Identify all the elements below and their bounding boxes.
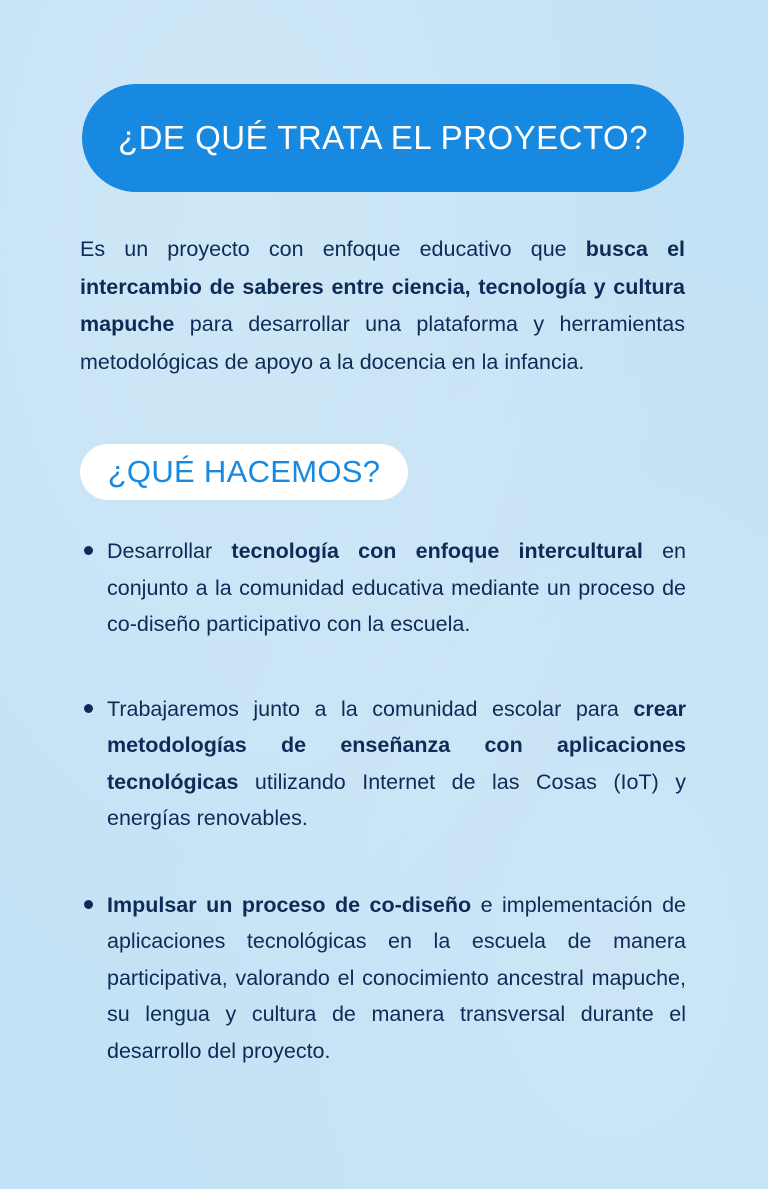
intro-text-end: para desarrollar una plataforma y herramientas metodológicas de apoyo a la docencia en la infancia. — [80, 312, 685, 374]
bullet-text-start: Trabajaremos junto a la comunidad escolar para — [107, 696, 634, 721]
bullet-text-bold: tecnología con enfoque intercultural — [231, 539, 643, 563]
intro-paragraph — [80, 231, 685, 381]
list-item — [80, 887, 686, 1070]
bullet-text-end: e implementación de aplicaciones tecnológicas en la escuela de manera participativa, valorando el conocimiento ancestral mapuche, su lengua y cultura de manera transversal durante el desarrollo del proyecto. — [107, 892, 686, 1063]
bullet-text-end: en conjunto a la comunidad educativa mediante un proceso de co-diseño participativo con la escuela. — [107, 539, 686, 636]
bullet-icon — [84, 900, 93, 909]
activities-list — [80, 533, 686, 1113]
bullet-icon — [84, 704, 93, 713]
bullet-text-bold: crear metodologías de enseñanza con aplicaciones tecnológicas — [107, 696, 686, 794]
bullet-text-start: Desarrollar — [107, 539, 232, 563]
page-title: ¿DE QUÉ TRATA EL PROYECTO? — [117, 119, 649, 156]
bullet-text-bold: Impulsar un proceso de co-diseño — [107, 892, 472, 917]
bullet-text-end: utilizando Internet de las Cosas (IoT) y energías renovables. — [107, 769, 686, 830]
list-item — [80, 533, 686, 643]
bullet-icon — [84, 546, 93, 555]
section-banner — [80, 444, 408, 500]
intro-text-start: Es un proyecto con enfoque educativo que — [80, 237, 586, 261]
intro-text-bold: busca el intercambio de saberes entre ciencia, tecnología y cultura mapuche — [80, 237, 685, 336]
title-banner — [82, 84, 684, 192]
section-title: ¿QUÉ HACEMOS? — [107, 454, 381, 489]
list-item — [80, 691, 686, 837]
